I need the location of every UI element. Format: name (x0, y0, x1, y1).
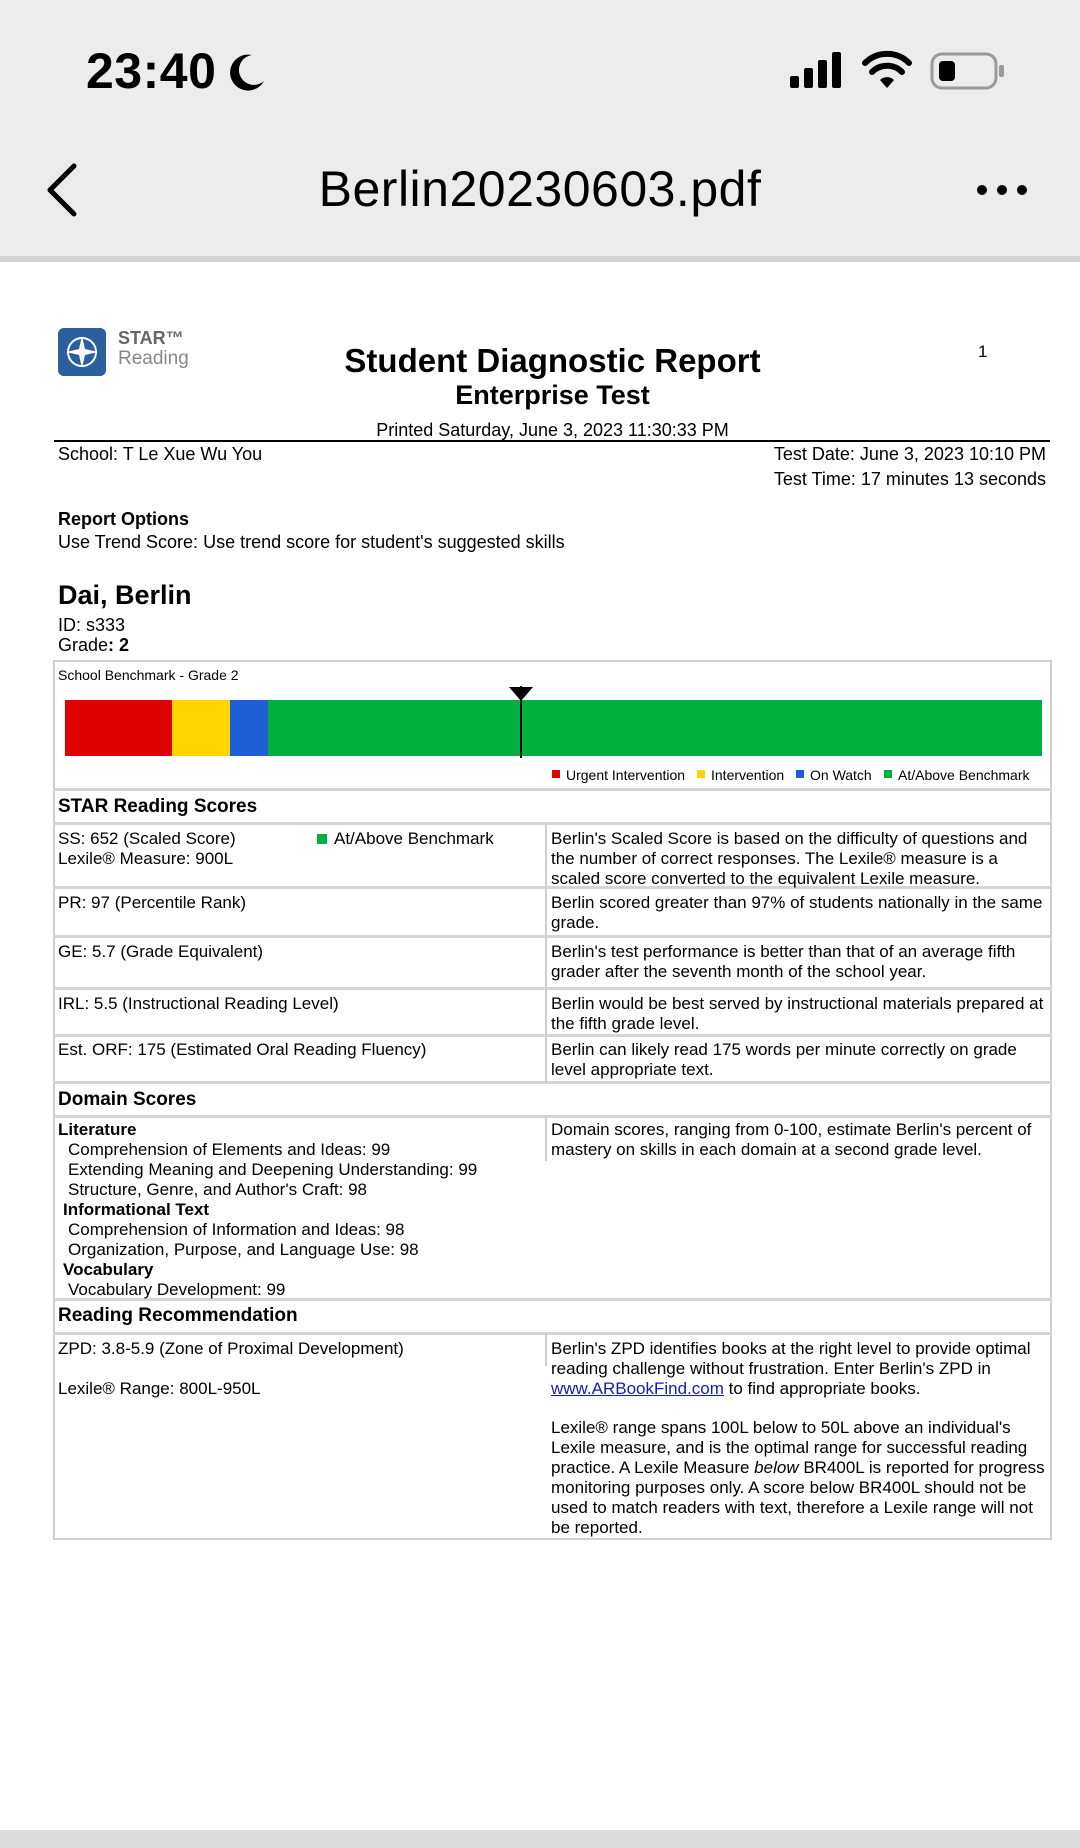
lexile-measure: Lexile® Measure: 900L (58, 849, 234, 868)
logo-brand: STAR™ (118, 328, 184, 348)
page-number: 1 (978, 342, 988, 361)
test-date: Test Date: June 3, 2023 10:10 PM (773, 444, 1046, 464)
table-divider (53, 935, 1052, 938)
table-divider (53, 987, 1052, 990)
table-divider (53, 822, 1052, 825)
lexile-description-text: Lexile® range spans 100L below to 50L above an individual's Lexile measure, and is the optimal range for successful reading practice. A Lexile Measure (551, 1418, 1028, 1477)
domain-literature: Literature (58, 1120, 137, 1139)
zpd-range: ZPD: 3.8-5.9 (Zone of Proximal Development) (58, 1339, 404, 1358)
student-name: Dai, Berlin (58, 580, 192, 610)
report-subtitle: Enterprise Test (455, 380, 650, 410)
legend-urgent-label: Urgent Intervention (566, 767, 686, 783)
report-title: Student Diagnostic Report (344, 342, 761, 379)
lexile-range-description (551, 1418, 1046, 1538)
grade-value: : 2 (108, 635, 130, 655)
moon-icon (226, 51, 268, 93)
bench-above-segment (268, 700, 1042, 756)
domain-score-item: Extending Meaning and Deepening Understanding: 99 (68, 1160, 478, 1179)
scroll-bottom-edge (0, 1830, 1080, 1848)
zpd-description-text: Berlin's ZPD identifies books at the right level to provide optimal reading challenge without frustration. Enter Berlin's ZPD in (551, 1339, 1031, 1378)
oral-reading-fluency: Est. ORF: 175 (Estimated Oral Reading Fluency) (58, 1040, 427, 1059)
column-divider (545, 1116, 547, 1161)
scores-heading: STAR Reading Scores (58, 796, 258, 817)
battery-icon (930, 52, 1006, 90)
grade-equivalent-description: Berlin's test performance is better than that of an average fifth grader after the seventh month of the school year. (551, 942, 1016, 981)
legend-above-swatch (884, 770, 892, 778)
domain-informational: Informational Text (63, 1200, 210, 1219)
domain-score-item: Structure, Genre, and Author's Craft: 98 (68, 1180, 368, 1199)
table-divider (53, 1081, 1052, 1084)
lexile-range: Lexile® Range: 800L-950L (58, 1379, 261, 1398)
domain-heading: Domain Scores (58, 1089, 197, 1110)
bench-intervention-segment (172, 700, 230, 756)
domain-score-item: Comprehension of Elements and Ideas: 99 (68, 1140, 391, 1159)
signal-icon (790, 52, 844, 88)
column-divider (545, 1333, 547, 1366)
zpd-description (551, 1339, 1046, 1399)
legend-intervention-label: Intervention (711, 767, 785, 783)
benchmark-title: School Benchmark - Grade 2 (58, 667, 239, 683)
grade-equivalent: GE: 5.7 (Grade Equivalent) (58, 942, 264, 961)
instructional-reading-level: IRL: 5.5 (Instructional Reading Level) (58, 994, 339, 1013)
bench-urgent-segment (65, 700, 172, 756)
legend-onwatch-label: On Watch (810, 767, 872, 783)
legend-urgent-swatch (552, 770, 560, 778)
document-title: Berlin20230603.pdf (318, 161, 762, 217)
table-divider (53, 1332, 1052, 1335)
status-label: At/Above Benchmark (334, 829, 494, 848)
scaled-score-description: Berlin's Scaled Score is based on the difficulty of questions and the number of correct responses. The Lexile® measure is a scaled score converted to the equivalent Lexile measure. (551, 829, 1028, 888)
lexile-description-emphasis: below (754, 1458, 799, 1477)
percentile-rank: PR: 97 (Percentile Rank) (58, 893, 247, 912)
irl-description: Berlin would be best served by instructional materials prepared at the fifth grade level. (551, 994, 1044, 1033)
legend-onwatch-swatch (796, 770, 804, 778)
table-divider (53, 788, 1052, 791)
score-marker-triangle (509, 687, 533, 701)
domain-vocabulary: Vocabulary (63, 1260, 154, 1279)
pdf-page[interactable] (0, 262, 1080, 1830)
arbookfind-link[interactable]: www.ARBookFind.com (551, 1379, 724, 1398)
domain-score-item: Comprehension of Information and Ideas: 98 (68, 1220, 405, 1239)
legend-above-label: At/Above Benchmark (898, 767, 1030, 783)
status-time: 23:40 (86, 43, 217, 99)
nav-bar (0, 130, 1080, 262)
student-grade (58, 635, 129, 655)
legend-intervention-swatch (697, 770, 705, 778)
header-rule (54, 440, 1050, 442)
domain-score-item: Organization, Purpose, and Language Use: 98 (68, 1240, 419, 1259)
recommendation-heading: Reading Recommendation (58, 1305, 298, 1326)
column-divider (545, 823, 547, 1083)
domain-description: Domain scores, ranging from 0-100, estimate Berlin's percent of mastery on skills in each domain at a second grade level. (551, 1120, 1032, 1159)
status-bar (0, 0, 1080, 130)
bench-onwatch-segment (230, 700, 268, 756)
percentile-rank-description: Berlin scored greater than 97% of students nationally in the same grade. (551, 893, 1043, 932)
table-divider (53, 1115, 1052, 1118)
orf-description: Berlin can likely read 175 words per minute correctly on grade level appropriate text. (551, 1040, 1017, 1079)
logo-product: Reading (118, 348, 189, 369)
scaled-score: SS: 652 (Scaled Score) (58, 829, 236, 848)
printed-date: Printed Saturday, June 3, 2023 11:30:33 PM (376, 420, 729, 440)
test-time: Test Time: 17 minutes 13 seconds (773, 469, 1046, 489)
table-divider (53, 1034, 1052, 1037)
lexile-description-end: BR400L is reported for progress monitoring purposes only. A score below BR400L should not be used to match readers with text, therefore a Lexile range will not be reported. (551, 1458, 1045, 1537)
wifi-icon (862, 50, 912, 88)
report-options-heading: Report Options (58, 509, 189, 529)
school-name: School: T Le Xue Wu You (58, 444, 263, 464)
domain-score-item: Vocabulary Development: 99 (68, 1280, 286, 1299)
student-id: ID: s333 (58, 615, 126, 635)
report-options-text: Use Trend Score: Use trend score for student's suggested skills (58, 532, 565, 552)
grade-label: Grade (58, 635, 109, 655)
ellipsis-icon[interactable] (974, 174, 1030, 206)
scores-table (53, 660, 1052, 1540)
zpd-description-end: to find appropriate books. (723, 1379, 921, 1398)
status-swatch (317, 834, 327, 844)
